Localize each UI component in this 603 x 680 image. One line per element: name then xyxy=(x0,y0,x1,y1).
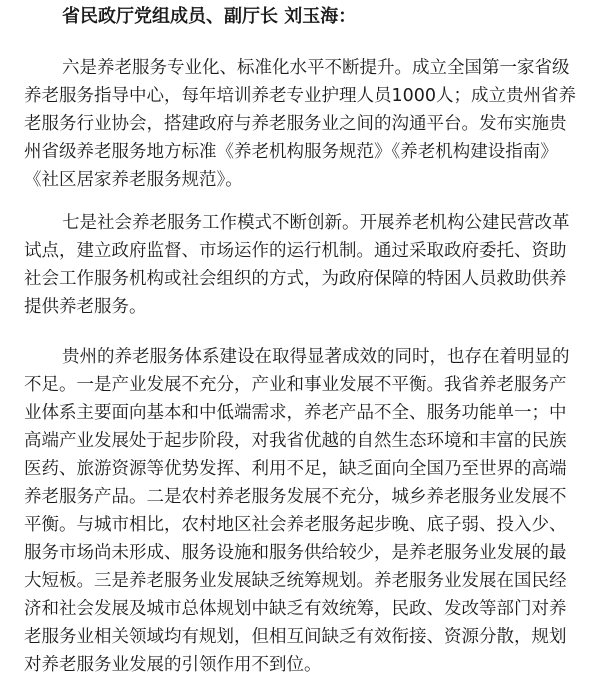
paragraph-3-line-11: 老服务业相关领域均有规划，但相互间缺乏有效衔接、资源分散，规划 xyxy=(24,627,567,647)
paragraph-3-line-2: 不足。一是产业发展不充分，产业和事业发展不平衡。我省养老服务产 xyxy=(24,375,567,395)
paragraph-1-line-5: 《社区居家养老服务规范》。 xyxy=(24,170,243,190)
paragraph-1-line-2: 养老服务指导中心，每年培训养老专业护理人员1000人；成立贵州省养 xyxy=(24,86,577,106)
paragraph-2-line-1: 七是社会养老服务工作模式不断创新。开展养老机构公建民营改革 xyxy=(62,213,570,233)
paragraph-3-line-6: 养老服务产品。二是农村养老服务发展不充分，城乡养老服务业发展不 xyxy=(24,487,567,507)
paragraph-1-line-1: 六是养老服务专业化、标准化水平不断提升。成立全国第一家省级 xyxy=(62,58,570,78)
paragraph-3-line-4: 高端产业发展处于起步阶段，对我省优越的自然生态环境和丰富的民族 xyxy=(24,431,567,451)
paragraph-3-line-8: 服务市场尚未形成、服务设施和服务供给较少，是养老服务业发展的最 xyxy=(24,543,567,563)
paragraph-2-line-3: 社会工作服务机构或社会组织的方式，为政府保障的特困人员救助供养 xyxy=(24,269,567,289)
paragraph-3-line-1: 贵州的养老服务体系建设在取得显著成效的同时，也存在着明显的 xyxy=(62,347,570,367)
paragraph-3-line-12: 对养老服务业发展的引领作用不到位。 xyxy=(24,655,322,675)
paragraph-3-line-9: 大短板。三是养老服务业发展缺乏统筹规划。养老服务业发展在国民经 xyxy=(24,571,567,591)
paragraph-3-line-5: 医药、旅游资源等优势发挥、利用不足，缺乏面向全国乃至世界的高端 xyxy=(24,459,567,479)
paragraph-3-line-3: 业体系主要面向基本和中低端需求，养老产品不全、服务功能单一；中 xyxy=(24,403,567,423)
paragraph-1-line-3: 老服务行业协会，搭建政府与养老服务业之间的沟通平台。发布实施贵 xyxy=(24,114,567,134)
paragraph-3-line-10: 济和社会发展及城市总体规划中缺乏有效统筹，民政、发改等部门对养 xyxy=(24,599,567,619)
speaker-heading: 省民政厅党组成员、副厅长 刘玉海： xyxy=(62,6,357,27)
paragraph-3-line-7: 平衡。与城市相比，农村地区社会养老服务起步晚、底子弱、投入少、 xyxy=(24,515,567,535)
paragraph-2-line-2: 试点，建立政府监督、市场运作的运行机制。通过采取政府委托、资助 xyxy=(24,241,567,261)
paragraph-1-line-4: 州省级养老服务地方标准《养老机构服务规范》《养老机构建设指南》 xyxy=(24,142,558,162)
paragraph-2-line-4: 提供养老服务。 xyxy=(24,297,147,317)
